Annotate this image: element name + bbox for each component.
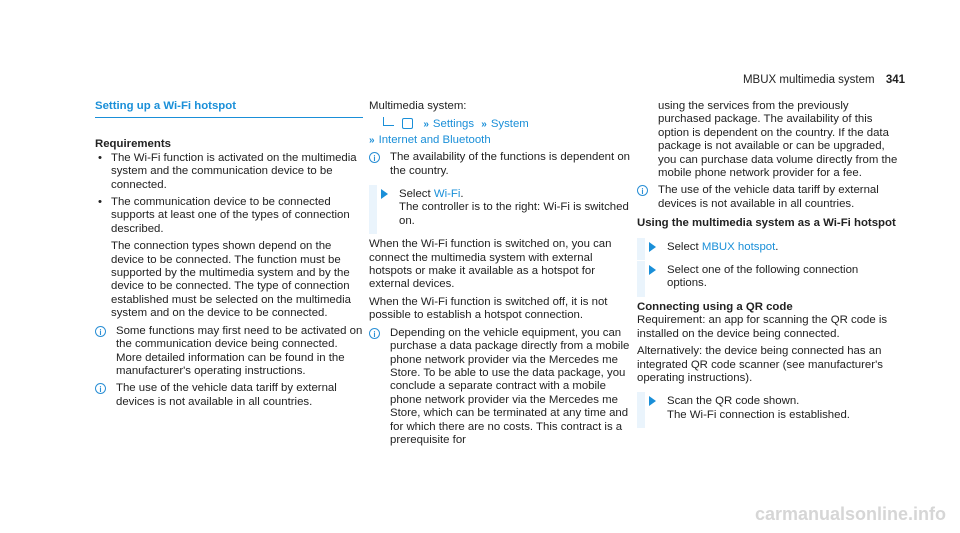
navigation-path <box>369 117 631 147</box>
note: i The use of the vehicle data tariff by external devices is not available in all countries. <box>95 382 363 409</box>
list-item: • The communication device to be connected supports at least one of the types of connection described. <box>98 196 350 235</box>
path-internet-bluetooth: Internet and Bluetooth <box>378 133 491 146</box>
note: i The use of the vehicle data tariff by external devices is not available in all countries. <box>637 184 899 211</box>
step: Select Wi-Fi. The controller is to the right: Wi-Fi is switched on. <box>369 188 631 228</box>
path-settings: Settings <box>432 118 475 131</box>
step-bar <box>369 185 377 234</box>
info-icon: i <box>369 328 380 339</box>
step-arrow-icon <box>381 189 388 199</box>
info-icon: i <box>95 326 106 337</box>
step-bar <box>637 261 645 297</box>
mbux-hotspot-link: MBUX hotspot <box>701 240 776 253</box>
bullet-icon: • <box>98 151 102 164</box>
note: i The availability of the functions is dependent on the country. <box>369 151 631 178</box>
heading-hotspot: Using the multimedia system as a Wi-Fi hotspot <box>637 217 896 230</box>
bullet-icon: • <box>98 196 102 209</box>
intro-text: Multimedia system: <box>369 100 467 112</box>
column-right <box>637 0 899 422</box>
info-icon: i <box>369 152 380 163</box>
path-start-icon <box>383 117 394 126</box>
note: i Some functions may first need to be activated on the communication device being connected. More detailed information can be found in the manufacturer's operating instructions. <box>95 325 363 379</box>
column-left <box>95 0 363 409</box>
step-arrow-icon <box>649 242 656 252</box>
step-bar <box>637 392 645 428</box>
info-icon: i <box>95 383 106 394</box>
step-result: The Wi-Fi connection is established. <box>667 408 850 421</box>
paragraph: using the services from the previously purchased package. The availability of this option is dependent on the country. If the data package is not available or can be upgraded, you can purchase data volume directly from the mobile phone network provider for a fee. <box>658 100 898 180</box>
wifi-link: Wi-Fi <box>433 188 461 201</box>
header-title: MBUX multimedia system <box>742 74 875 86</box>
paragraph: Requirement: an app for scanning the QR code is installed on the device being connected. <box>637 314 888 340</box>
paragraph: When the Wi-Fi function is switched on, you can connect the multimedia system with external hotspots or make it available as a hotspot for external devices. <box>369 238 612 291</box>
path-system: System <box>490 118 529 131</box>
paragraph: Alternatively: the device being connected has an integrated QR code scanner (see manufacturer's operating instructions). <box>637 345 883 384</box>
step-bar <box>637 238 645 260</box>
list-item: • The Wi-Fi function is activated on the multimedia system and the communication device to be connected. <box>98 151 357 191</box>
step: Select one of the following connection options. <box>637 264 899 291</box>
section-title: Setting up a Wi-Fi hotspot <box>95 100 363 118</box>
heading-qr: Connecting using a QR code <box>637 300 793 313</box>
note: i Depending on the vehicle equipment, you can purchase a data package directly from a mobile phone network provider via the Mercedes me Store. To be able to use the data package, you conclude a separate contract with a mobile phone network provider via the Mercedes me Store, which can be terminated at any time and for which there are no costs. This contract is a prerequisite for <box>369 327 631 448</box>
paragraph: The connection types shown depend on the device to be connected. The function must be supported by the multimedia system and by the device to be connected. The type of connection established must be selected on the multimedia system and on the device to be connected. <box>111 240 351 320</box>
requirements-heading: Requirements <box>95 138 171 151</box>
chevron-right-icon: » <box>423 119 429 131</box>
step-arrow-icon <box>649 265 656 275</box>
page-number: 341 <box>885 74 905 86</box>
chevron-right-icon: » <box>369 134 375 146</box>
step: Select MBUX hotspot. <box>637 241 899 254</box>
step: Scan the QR code shown. The Wi-Fi connection is established. <box>637 395 899 422</box>
watermark: carmanualsonline.info <box>754 503 946 524</box>
chevron-right-icon: » <box>481 119 487 131</box>
home-icon <box>402 118 413 129</box>
paragraph: When the Wi-Fi function is switched off, it is not possible to establish a hotspot connection. <box>369 295 608 322</box>
step-result: The controller is to the right: Wi-Fi is switched on. <box>399 201 629 227</box>
column-middle <box>369 0 631 447</box>
step-arrow-icon <box>649 396 656 406</box>
info-icon: i <box>637 185 648 196</box>
